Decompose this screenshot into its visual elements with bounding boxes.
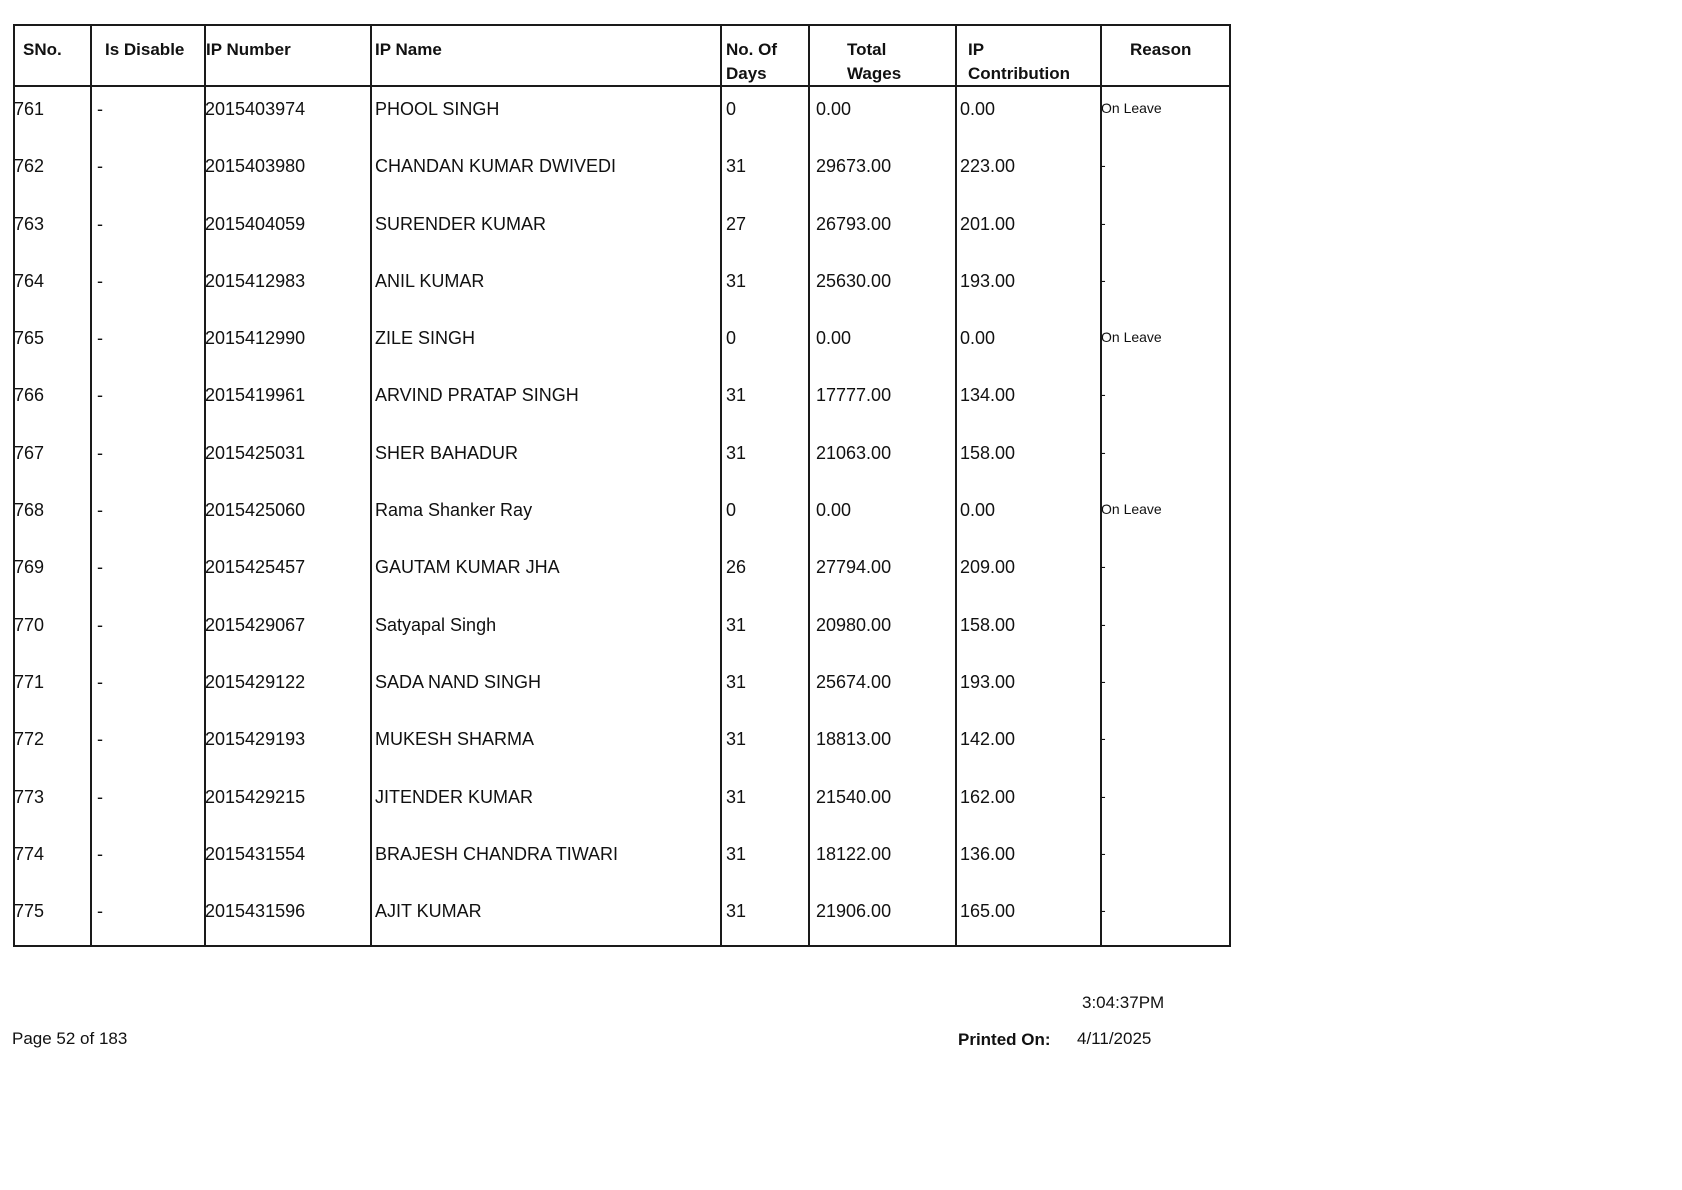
cell-ip-contribution: 209.00 [960, 557, 1016, 578]
cell-ip-number: 2015412990 [205, 328, 306, 349]
table-row [15, 318, 1229, 375]
cell-ip-name: SADA NAND SINGH [375, 671, 542, 692]
cell-ip-name: ARVIND PRATAP SINGH [375, 385, 579, 406]
cell-ip-number: 2015429215 [205, 786, 306, 807]
cell-is-disable: - [97, 500, 103, 521]
cell-ip-number: 2015425060 [205, 500, 306, 521]
cell-days: 31 [726, 671, 747, 692]
cell-days: 31 [726, 843, 747, 864]
cell-ip-number: 2015429067 [205, 614, 306, 635]
header-ip-number: IP Number [206, 40, 291, 59]
cell-is-disable: - [97, 786, 103, 807]
cell-total-wages: 18122.00 [816, 843, 892, 864]
cell-ip-contribution: 0.00 [960, 328, 996, 349]
cell-ip-name: GAUTAM KUMAR JHA [375, 557, 560, 578]
cell-sno: 767 [14, 442, 45, 463]
cell-reason: - [1101, 730, 1106, 747]
cell-total-wages: 25674.00 [816, 671, 892, 692]
table-row [15, 204, 1229, 261]
cell-reason: - [1101, 157, 1106, 174]
cell-is-disable: - [97, 99, 103, 119]
cell-days: 0 [726, 99, 737, 119]
cell-sno: 771 [14, 671, 45, 692]
header-contribution-line2: Contribution [968, 64, 1070, 83]
cell-ip-contribution: 165.00 [960, 901, 1016, 922]
cell-days: 31 [726, 729, 747, 750]
cell-reason: - [1101, 443, 1106, 460]
cell-total-wages: 0.00 [816, 500, 852, 521]
cell-ip-number: 2015412983 [205, 270, 306, 291]
cell-total-wages: 0.00 [816, 99, 852, 119]
table-row [15, 89, 1229, 146]
cell-ip-number: 2015431596 [205, 901, 306, 922]
cell-sno: 764 [14, 270, 45, 291]
cell-is-disable: - [97, 385, 103, 406]
cell-total-wages: 17777.00 [816, 385, 892, 406]
cell-ip-name: SHER BAHADUR [375, 442, 519, 463]
cell-ip-number: 2015429122 [205, 671, 306, 692]
cell-ip-name: AJIT KUMAR [375, 901, 482, 922]
cell-ip-contribution: 201.00 [960, 213, 1016, 234]
cell-sno: 772 [14, 729, 45, 750]
cell-ip-number: 2015431554 [205, 843, 306, 864]
cell-sno: 761 [14, 99, 45, 119]
header-ip-name: IP Name [375, 40, 442, 59]
cell-sno: 775 [14, 901, 45, 922]
cell-is-disable: - [97, 213, 103, 234]
cell-days: 26 [726, 557, 747, 578]
header-days-line1: No. Of [726, 40, 777, 59]
table-row [15, 433, 1229, 490]
cell-days: 31 [726, 786, 747, 807]
cell-reason: - [1101, 214, 1106, 231]
cell-total-wages: 0.00 [816, 328, 852, 349]
cell-sno: 766 [14, 385, 45, 406]
cell-total-wages: 27794.00 [816, 557, 892, 578]
cell-reason: On Leave [1101, 329, 1162, 346]
header-reason: Reason [1130, 40, 1192, 59]
cell-is-disable: - [97, 901, 103, 922]
cell-ip-name: CHANDAN KUMAR DWIVEDI [375, 156, 617, 177]
table-row [15, 834, 1229, 891]
print-time: 3:04:37PM [1082, 993, 1165, 1012]
cell-total-wages: 21540.00 [816, 786, 892, 807]
cell-ip-number: 2015404059 [205, 213, 306, 234]
cell-sno: 765 [14, 328, 45, 349]
cell-sno: 773 [14, 786, 45, 807]
header-ip-contribution [968, 38, 1070, 86]
cell-reason: - [1101, 787, 1106, 804]
cell-sno: 768 [14, 500, 45, 521]
cell-days: 0 [726, 500, 737, 521]
cell-ip-name: JITENDER KUMAR [375, 786, 534, 807]
cell-ip-number: 2015429193 [205, 729, 306, 750]
cell-reason: - [1101, 271, 1106, 288]
cell-is-disable: - [97, 328, 103, 349]
cell-reason: - [1101, 558, 1106, 575]
table-row [15, 605, 1229, 662]
cell-ip-contribution: 134.00 [960, 385, 1016, 406]
cell-ip-contribution: 158.00 [960, 442, 1016, 463]
table-row [15, 777, 1229, 834]
cell-reason: - [1101, 386, 1106, 403]
cell-total-wages: 25630.00 [816, 270, 892, 291]
printed-on-label: Printed On: [958, 1030, 1051, 1049]
header-wages [847, 38, 901, 86]
table-row [15, 375, 1229, 432]
table-body [15, 89, 1229, 948]
cell-sno: 769 [14, 557, 45, 578]
cell-reason: - [1101, 902, 1106, 919]
cell-ip-contribution: 193.00 [960, 671, 1016, 692]
cell-days: 31 [726, 901, 747, 922]
header-days [726, 38, 777, 86]
cell-sno: 762 [14, 156, 45, 177]
cell-total-wages: 21063.00 [816, 442, 892, 463]
cell-ip-contribution: 223.00 [960, 156, 1016, 177]
cell-ip-contribution: 142.00 [960, 729, 1016, 750]
cell-ip-name: BRAJESH CHANDRA TIWARI [375, 843, 619, 864]
cell-ip-number: 2015425457 [205, 557, 306, 578]
cell-reason: - [1101, 672, 1106, 689]
cell-is-disable: - [97, 843, 103, 864]
table-row [15, 891, 1229, 948]
header-sno: SNo. [23, 40, 62, 59]
cell-reason: - [1101, 844, 1106, 861]
cell-sno: 774 [14, 843, 45, 864]
cell-ip-name: ANIL KUMAR [375, 270, 485, 291]
header-contribution-line1: IP [968, 40, 985, 59]
cell-total-wages: 26793.00 [816, 213, 892, 234]
cell-ip-name: Rama Shanker Ray [375, 500, 533, 521]
cell-sno: 770 [14, 614, 45, 635]
contribution-table [13, 24, 1231, 947]
cell-ip-name: PHOOL SINGH [375, 99, 500, 119]
table-row [15, 547, 1229, 604]
table-row [15, 719, 1229, 776]
cell-days: 31 [726, 442, 747, 463]
page-number: Page 52 of 183 [12, 1029, 128, 1048]
cell-is-disable: - [97, 614, 103, 635]
cell-total-wages: 20980.00 [816, 614, 892, 635]
header-is-disable: Is Disable [105, 40, 185, 59]
cell-ip-name: ZILE SINGH [375, 328, 476, 349]
cell-reason: - [1101, 615, 1106, 632]
table-row [15, 146, 1229, 203]
cell-reason: On Leave [1101, 100, 1162, 116]
cell-reason: On Leave [1101, 501, 1162, 518]
cell-is-disable: - [97, 557, 103, 578]
header-days-line2: Days [726, 64, 767, 83]
cell-ip-contribution: 0.00 [960, 99, 996, 119]
header-wages-line1: Total [847, 40, 887, 59]
cell-ip-contribution: 158.00 [960, 614, 1016, 635]
cell-days: 31 [726, 614, 747, 635]
cell-days: 31 [726, 156, 747, 177]
cell-ip-number: 2015403974 [205, 99, 306, 119]
cell-ip-number: 2015419961 [205, 385, 306, 406]
cell-days: 0 [726, 328, 737, 349]
table-row [15, 261, 1229, 318]
cell-is-disable: - [97, 671, 103, 692]
cell-ip-contribution: 193.00 [960, 270, 1016, 291]
cell-ip-number: 2015403980 [205, 156, 306, 177]
cell-ip-name: MUKESH SHARMA [375, 729, 535, 750]
cell-ip-contribution: 0.00 [960, 500, 996, 521]
cell-is-disable: - [97, 270, 103, 291]
cell-ip-contribution: 136.00 [960, 843, 1016, 864]
cell-is-disable: - [97, 156, 103, 177]
cell-sno: 763 [14, 213, 45, 234]
cell-days: 31 [726, 270, 747, 291]
cell-days: 27 [726, 213, 747, 234]
print-date: 4/11/2025 [1077, 1029, 1152, 1048]
table-row [15, 490, 1229, 547]
cell-is-disable: - [97, 442, 103, 463]
cell-ip-contribution: 162.00 [960, 786, 1016, 807]
cell-ip-name: Satyapal Singh [375, 614, 497, 635]
cell-total-wages: 29673.00 [816, 156, 892, 177]
cell-total-wages: 21906.00 [816, 901, 892, 922]
cell-ip-number: 2015425031 [205, 442, 306, 463]
cell-is-disable: - [97, 729, 103, 750]
header-wages-line2: Wages [847, 64, 902, 83]
table-row [15, 662, 1229, 719]
cell-days: 31 [726, 385, 747, 406]
cell-total-wages: 18813.00 [816, 729, 892, 750]
cell-ip-name: SURENDER KUMAR [375, 213, 547, 234]
